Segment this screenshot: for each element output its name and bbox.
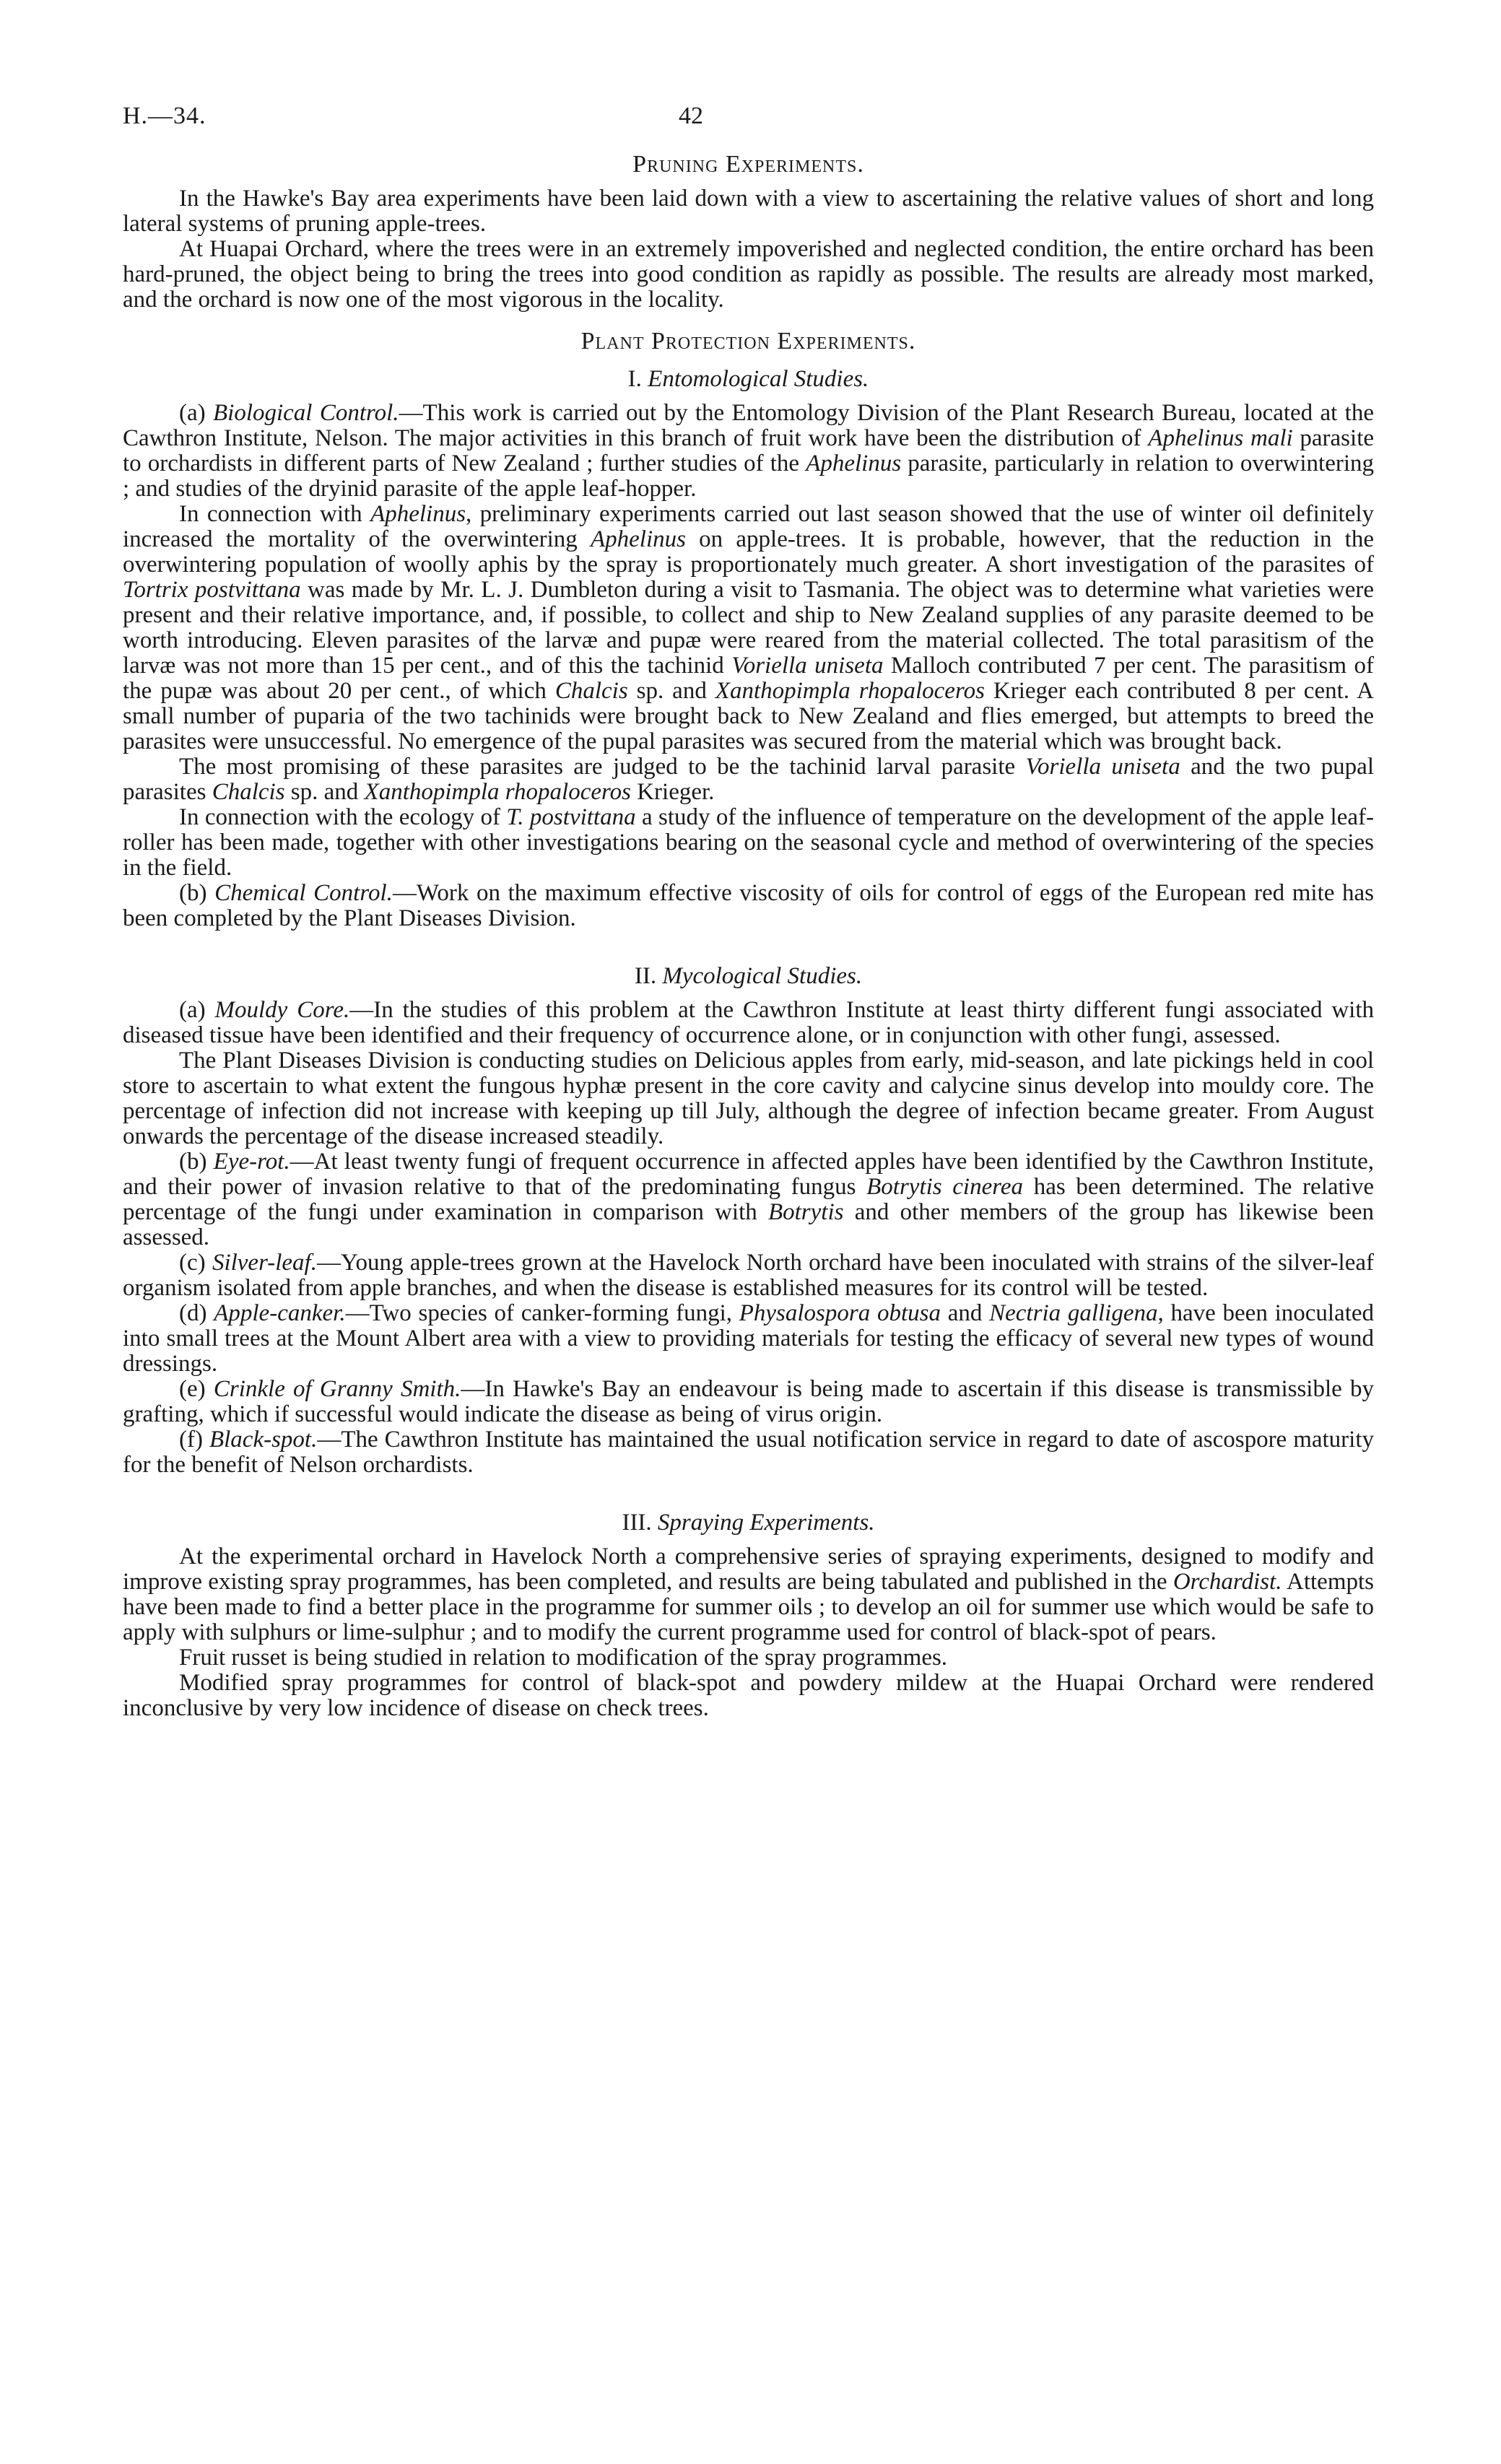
item-label: (a)	[179, 400, 206, 426]
item-title: Biological Control.	[213, 400, 399, 426]
subsection-title: Spraying Experiments.	[657, 1510, 875, 1536]
item-label: (f)	[179, 1427, 203, 1453]
species-name: Aphelinus	[806, 450, 902, 476]
section-numeral: I.	[627, 366, 642, 392]
species-name: Aphelinus	[591, 526, 686, 552]
paragraph	[123, 1250, 1374, 1301]
paragraph: Modified spray programmes for control of black-spot and powdery mildew at the Huapai Orchard were rendered inconclusive by very low incidence of disease on check trees.	[123, 1670, 1374, 1721]
text-run: —This work is carried out by the Entomology Division of the Plant Research Bureau, located at the Cawthron Institute, Nelson. The major activities in this branch of fruit work have been the distribution of	[123, 400, 1374, 451]
section-numeral: II.	[634, 963, 657, 989]
species-name: Chalcis	[212, 779, 285, 805]
text-run: Krieger each contributed 8 per cent. A small number of puparia of the two tachinids were brought back to New Zealand and flies emerged, but attempts to breed the parasites were unsuccessful. No emergence of the pupal parasites was secured from the material which was brought back.	[123, 678, 1374, 754]
text-run: parasite to orchardists in different parts of New Zealand ; further studies of the	[123, 425, 1375, 476]
text-run: , have been inoculated into small trees at the Mount Albert area with a view to providing materials for testing the efficacy of several new types of wound dressings.	[123, 1300, 1375, 1377]
item-title: Black-spot.	[209, 1427, 318, 1453]
text-run: In connection with	[179, 501, 371, 527]
paragraph	[123, 754, 1374, 805]
paragraph: The Plant Diseases Division is conducting studies on Delicious apples from early, mid-season, and late pickings held in cool store to ascertain to what extent the fungous hyphæ present in the core cavity and calycine sinus develop into mouldy core. The percentage of infection did not increase with keeping up till July, although the degree of infection became greater. From August onwards the percentage of the disease increased steadily.	[123, 1048, 1374, 1149]
text-run: and other members of the group has likewise been assessed.	[123, 1199, 1374, 1250]
page-header	[123, 92, 1374, 136]
species-name: Chalcis	[554, 678, 628, 704]
text-run: —Young apple-trees grown at the Havelock North orchard have been inoculated with strains of the silver-leaf organism isolated from apple branches, and when the disease is established measures for its control will be tested.	[123, 1250, 1374, 1301]
text-run: Malloch contributed 7 per cent. The parasitism of the pupæ was about 20 per cent., of which	[123, 653, 1374, 704]
subsection-heading-entomological	[123, 363, 1374, 395]
item-label: (b)	[179, 880, 207, 906]
document-reference: H.—34.	[123, 103, 206, 129]
paragraph	[123, 805, 1374, 881]
paragraph	[123, 998, 1374, 1048]
text-run: was made by Mr. L. J. Dumbleton during a visit to Tasmania. The object was to determine what varieties were present and their relative importance, and, if possible, to collect and ship to New Zealand supplies of any parasite deemed to be worth introducing. Eleven parasites of the larvæ and pupæ were reared from the material collected. The total parasitism of the larvæ was not more than 15 per cent., and of this the tachinid	[123, 577, 1375, 679]
paragraph: Fruit russet is being studied in relation to modification of the spray programmes.	[179, 1645, 948, 1671]
item-title: Eye-rot.	[213, 1149, 290, 1175]
text-run: Krieger.	[630, 779, 715, 805]
subsection-title: Entomological Studies.	[648, 366, 869, 392]
text-run: sp. and	[284, 779, 365, 805]
item-label: (a)	[179, 997, 206, 1023]
paragraph	[123, 1544, 1374, 1645]
species-name: Botrytis cinerea	[866, 1174, 1024, 1200]
subsection-heading-spraying	[123, 1507, 1374, 1538]
paragraph	[123, 1149, 1374, 1250]
paragraph	[123, 1301, 1374, 1377]
text-run: —At least twenty fungi of frequent occurrence in affected apples have been identified by the Cawthron Institute, and their power of invasion relative to that of the predominating fungus	[123, 1149, 1374, 1200]
item-title: Chemical Control.	[214, 880, 393, 906]
text-run: At the experimental orchard in Havelock North a comprehensive series of spraying experiments, designed to modify and improve existing spray programmes, has been completed, and results are being tabulated and published in the	[123, 1544, 1374, 1595]
species-name: Botrytis	[767, 1199, 844, 1225]
text-run: —In the studies of this problem at the Cawthron Institute at least thirty different fungi associated with diseased tissue have been identified and their frequency of occurrence alone, or in conjunction with other fungi, assessed.	[123, 997, 1374, 1048]
text-run: Attempts have been made to find a better place in the programme for summer oils ; to develop an oil for summer use which would be safe to apply with sulphurs or lime-sulphur ; and to modify the current programme used for control of black-spot of pears.	[123, 1569, 1374, 1645]
species-name: Voriella uniseta	[731, 653, 884, 679]
item-label: (b)	[179, 1149, 207, 1175]
publication-name: Orchardist.	[1172, 1569, 1282, 1595]
paragraph: At Huapai Orchard, where the trees were in an extremely impoverished and neglected condition, the entire orchard has been hard-pruned, the object being to bring the trees into good condition as rapidly as possible. The results are already most marked, and the orchard is now one of the most vigorous in the locality.	[123, 236, 1374, 313]
text-run: —In Hawke's Bay an endeavour is being made to ascertain if this disease is transmissible by grafting, which if successful would indicate the disease as being of virus origin.	[123, 1376, 1375, 1427]
paragraph	[123, 881, 1374, 931]
subsection-heading-mycological	[123, 960, 1374, 992]
text-run: The most promising of these parasites are judged to be the tachinid larval parasite	[179, 754, 1026, 780]
text-run: —The Cawthron Institute has maintained the usual notification service in regard to date of ascospore maturity for the benefit of Nelson orchardists.	[123, 1427, 1375, 1478]
section-heading-plant-protection: Plant Protection Experiments.	[580, 328, 916, 354]
item-label: (e)	[179, 1376, 206, 1402]
text-run: In connection with the ecology of	[179, 804, 507, 830]
text-run: on apple-trees. It is probable, however, that the reduction in the overwintering population of woolly aphis by the spray is proportionately much greater. A short investigation of the parasites of	[123, 526, 1375, 578]
item-title: Mouldy Core.	[214, 997, 350, 1023]
subsection-title: Mycological Studies.	[662, 963, 863, 989]
species-name: Aphelinus	[370, 501, 466, 527]
item-label: (d)	[179, 1300, 207, 1326]
species-name: T. postvittana	[506, 804, 636, 830]
paragraph: In the Hawke's Bay area experiments have been laid down with a view to ascertaining the relative values of short and long lateral systems of pruning apple-trees.	[123, 186, 1374, 237]
text-run: sp. and	[627, 678, 715, 704]
paragraph	[123, 1427, 1374, 1478]
species-name: Xanthopimpla rhopaloceros	[715, 678, 985, 704]
paragraph	[123, 1377, 1374, 1427]
item-label: (c)	[179, 1250, 206, 1276]
paragraph	[123, 401, 1374, 502]
section-heading-pruning: Pruning Experiments.	[632, 151, 864, 178]
species-name: Tortrix postvittana	[123, 577, 301, 603]
text-run: —Work on the maximum effective viscosity of oils for control of eggs of the European red mite has been completed by the Plant Diseases Division.	[123, 880, 1374, 931]
text-run: has been determined. The relative percentage of the fungi under examination in comparison with	[123, 1174, 1374, 1225]
item-title: Apple-canker.	[214, 1300, 346, 1326]
page-number: 42	[679, 103, 703, 129]
species-name: Nectria galligena	[989, 1300, 1158, 1326]
species-name: Voriella uniseta	[1025, 754, 1180, 780]
paragraph	[123, 502, 1374, 754]
item-title: Crinkle of Granny Smith.	[213, 1376, 461, 1402]
text-run: a study of the influence of temperature on the development of the apple leaf-roller has been made, together with other investigations bearing on the seasonal cycle and method of overwintering of the species in the field.	[123, 804, 1374, 881]
species-name: Physalospora obtusa	[739, 1300, 941, 1326]
text-run: and	[940, 1300, 990, 1326]
text-run: —Two species of canker-forming fungi,	[345, 1300, 739, 1326]
item-title: Silver-leaf.	[212, 1250, 317, 1276]
text-run: and the two pupal parasites	[123, 754, 1374, 805]
species-name: Xanthopimpla rhopaloceros	[364, 779, 631, 805]
species-name: Aphelinus mali	[1148, 425, 1293, 451]
text-run: parasite, particularly in relation to overwintering ; and studies of the dryinid parasite of the apple leaf-hopper.	[123, 450, 1375, 502]
text-run: , preliminary experiments carried out last season showed that the use of winter oil definitely increased the mortality of the overwintering	[123, 501, 1375, 552]
section-numeral: III.	[622, 1510, 652, 1536]
